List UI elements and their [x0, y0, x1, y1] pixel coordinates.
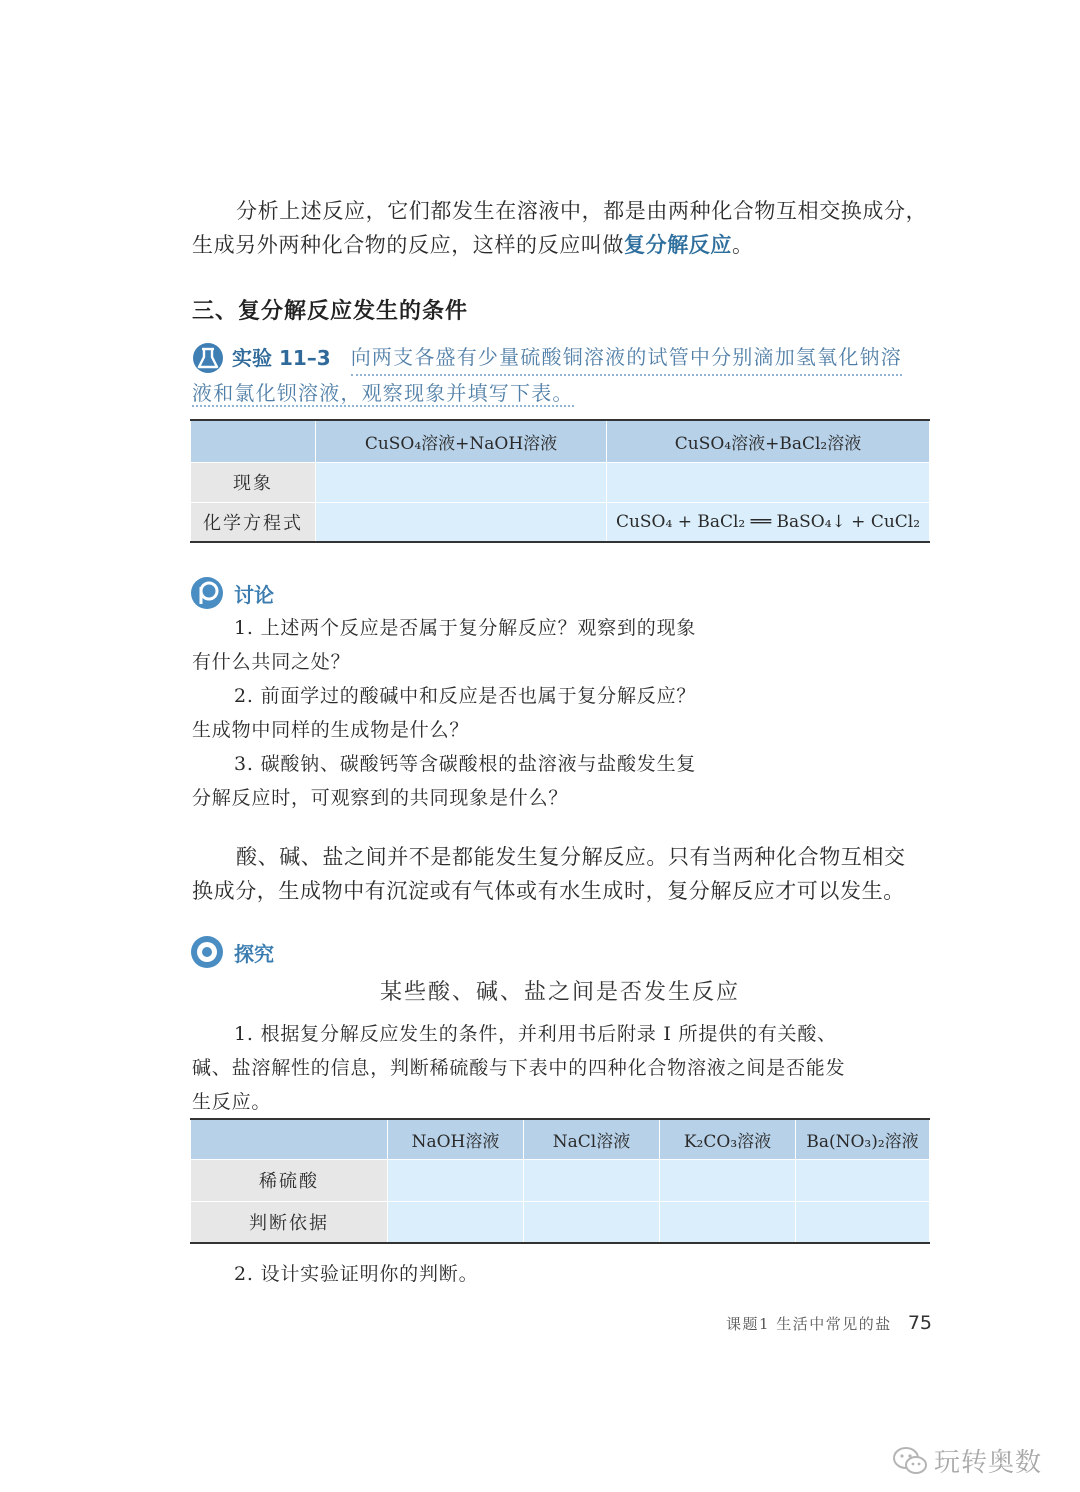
- table-header-row: [191, 420, 930, 462]
- row-label-phenomenon: 现象: [191, 462, 316, 502]
- header-nacl: NaCl溶液: [524, 1119, 660, 1159]
- experiment-line-1: [192, 340, 932, 376]
- intro-line-2-text: 生成另外两种化合物的反应，这样的反应叫做: [192, 233, 624, 257]
- explore-paragraph: [192, 1017, 932, 1119]
- header-cuso4-bacl2: CuSO₄溶液+BaCl₂溶液: [607, 420, 930, 462]
- discussion-item-3b: 分解反应时，可观察到的共同现象是什么？: [192, 787, 569, 809]
- explore-line-3: 生反应。: [192, 1091, 272, 1113]
- explore-step-2: 2. 设计实验证明你的判断。: [234, 1263, 479, 1285]
- header-empty: [191, 420, 316, 462]
- intro-paragraph: [192, 194, 942, 262]
- watermark: [892, 1442, 1042, 1479]
- intro-line-1: 分析上述反应，它们都发生在溶液中，都是由两种化合物互相交换成分，: [236, 199, 928, 223]
- phenomenon-cell-1: [316, 462, 607, 502]
- explore-header: [190, 935, 274, 969]
- discussion-icon: [190, 576, 224, 610]
- discussion-item-2a: 2. 前面学过的酸碱中和反应是否也属于复分解反应？: [234, 685, 697, 707]
- table-row: [191, 462, 930, 502]
- experiment-block: [192, 340, 932, 410]
- explore-heading: 某些酸、碱、盐之间是否发生反应: [379, 980, 740, 1005]
- conditions-line-1: 酸、碱、盐之间并不是都能发生复分解反应。只有当两种化合物互相交: [236, 845, 906, 869]
- explore-line-1: 1. 根据复分解反应发生的条件，并利用书后附录 I 所提供的有关酸、: [234, 1023, 837, 1045]
- row-label-equation: 化学方程式: [191, 502, 316, 542]
- intro-line-2-end: 。: [732, 233, 754, 257]
- table-cell: [388, 1201, 524, 1243]
- experiment-table: [190, 419, 930, 543]
- target-icon: [190, 935, 224, 969]
- table-header-row: [191, 1119, 930, 1159]
- discussion-item-3a: 3. 碳酸钠、碳酸钙等含碳酸根的盐溶液与盐酸发生复: [234, 753, 697, 775]
- table-row: [191, 1201, 930, 1243]
- discussion-item: [192, 679, 762, 747]
- table-cell: [524, 1159, 660, 1201]
- row-label-basis: 判断依据: [191, 1201, 388, 1243]
- discussion-item-1b: 有什么共同之处？: [192, 651, 351, 673]
- watermark-text: 玩转奥数: [934, 1448, 1043, 1478]
- table-row: [191, 502, 930, 542]
- header-naoh: NaOH溶液: [388, 1119, 524, 1159]
- footer-text: 课题1 生活中常见的盐: [726, 1315, 892, 1333]
- phenomenon-cell-2: [607, 462, 930, 502]
- header-bano3: Ba(NO₃)₂溶液: [796, 1119, 930, 1159]
- conditions-paragraph: [192, 840, 942, 908]
- flask-icon: [192, 342, 224, 374]
- table-cell: [660, 1201, 796, 1243]
- discussion-item: [192, 611, 762, 679]
- section-title: 三、复分解反应发生的条件: [192, 299, 469, 324]
- discussion-item: [192, 747, 762, 815]
- experiment-line-2: [192, 376, 932, 410]
- table-cell: [796, 1201, 930, 1243]
- table-cell: [524, 1201, 660, 1243]
- equation-cell-1: [316, 502, 607, 542]
- discussion-item-1a: 1. 上述两个反应是否属于复分解反应？观察到的现象: [234, 617, 697, 639]
- row-label-acid: 稀硫酸: [191, 1159, 388, 1201]
- header-empty: [191, 1119, 388, 1159]
- wechat-icon: [892, 1446, 928, 1476]
- explore-line-2: 碱、盐溶解性的信息，判断稀硫酸与下表中的四种化合物溶液之间是否能发: [192, 1057, 846, 1079]
- explore-table: [190, 1118, 930, 1244]
- page-number: 75: [907, 1312, 932, 1334]
- table-cell: [796, 1159, 930, 1201]
- table-cell: [388, 1159, 524, 1201]
- conditions-line-2: 换成分，生成物中有沉淀或有气体或有水生成时，复分解反应才可以发生。: [192, 879, 905, 903]
- experiment-label: 实验 11–3: [232, 346, 331, 370]
- discussion-list: [192, 611, 762, 815]
- discussion-title: 讨论: [234, 582, 274, 607]
- table-cell: [660, 1159, 796, 1201]
- equation-cell-2: CuSO₄ + BaCl₂ ══ BaSO₄↓ + CuCl₂: [607, 502, 930, 542]
- discussion-header: [190, 576, 274, 610]
- experiment-text-2: 液和氯化钡溶液，观察现象并填写下表。: [192, 381, 574, 405]
- page-footer: [726, 1312, 932, 1334]
- key-term: 复分解反应: [624, 233, 732, 257]
- explore-title: 探究: [234, 941, 274, 966]
- intro-line-2: [192, 228, 942, 262]
- header-cuso4-naoh: CuSO₄溶液+NaOH溶液: [316, 420, 607, 462]
- table-row: [191, 1159, 930, 1201]
- discussion-item-2b: 生成物中同样的生成物是什么？: [192, 719, 470, 741]
- experiment-text-1: 向两支各盛有少量硫酸铜溶液的试管中分别滴加氢氧化钠溶: [351, 340, 902, 376]
- header-k2co3: K₂CO₃溶液: [660, 1119, 796, 1159]
